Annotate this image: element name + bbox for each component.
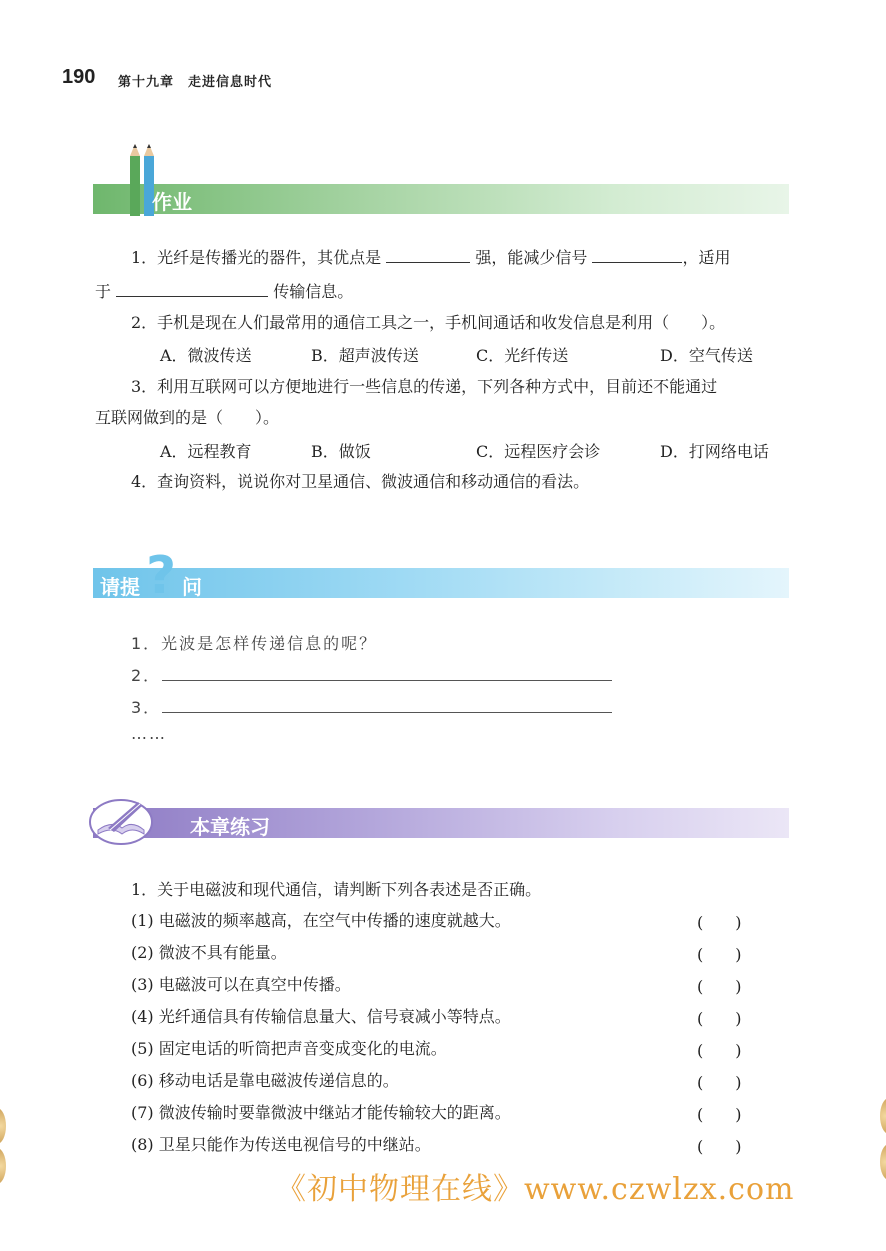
exercise-item: (8) 卫星只能作为传送电视信号的中继站。 bbox=[131, 1135, 431, 1154]
exercise-item: (5) 固定电话的听筒把声音变成变化的电流。 bbox=[131, 1039, 447, 1058]
answer-paren[interactable]: ( ) bbox=[697, 945, 742, 964]
exercise-item: (3) 电磁波可以在真空中传播。 bbox=[131, 975, 351, 994]
exercise-item: (1) 电磁波的频率越高，在空气中传播的速度就越大。 bbox=[131, 911, 511, 930]
hw-q1-blank-2[interactable] bbox=[592, 246, 682, 263]
hw-q1-blank-1[interactable] bbox=[386, 246, 470, 263]
page-edge-tab-left bbox=[0, 1148, 6, 1184]
question-mark-icon: ? bbox=[146, 546, 177, 606]
answer-paren[interactable]: ( ) bbox=[697, 913, 742, 932]
page-edge-tab-right bbox=[880, 1144, 886, 1180]
hw-q3-line1: 3．利用互联网可以方便地进行一些信息的传递，下列各种方式中，目前还不能通过 bbox=[131, 377, 718, 396]
ask-q2-blank[interactable] bbox=[162, 680, 612, 681]
exercise-item: (7) 微波传输时要靠微波中继站才能传输较大的距离。 bbox=[131, 1103, 511, 1122]
exercise-item: (6) 移动电话是靠电磁波传递信息的。 bbox=[131, 1071, 399, 1090]
hw-q4: 4．查询资料，说说你对卫星通信、微波通信和移动通信的看法。 bbox=[131, 472, 590, 491]
answer-paren[interactable]: ( ) bbox=[697, 1105, 742, 1124]
ask-title-part2: 问 bbox=[182, 575, 202, 599]
answer-paren[interactable]: ( ) bbox=[697, 1041, 742, 1060]
exercise-item: (2) 微波不具有能量。 bbox=[131, 943, 287, 962]
exercise-intro: 1．关于电磁波和现代通信，请判断下列各表述是否正确。 bbox=[131, 880, 542, 899]
hw-q1-text-e: 传输信息。 bbox=[273, 282, 354, 301]
hw-q1-line2 bbox=[95, 280, 353, 303]
hw-q1-text-a: 1．光纤是传播光的器件，其优点是 bbox=[131, 248, 382, 267]
ask-q3-blank[interactable] bbox=[162, 712, 612, 713]
page-edge-tab-right bbox=[880, 1098, 886, 1134]
exercise-title: 本章练习 bbox=[190, 815, 270, 839]
page-edge-tab-left bbox=[0, 1108, 6, 1144]
ask-q3-label: 3． bbox=[131, 698, 162, 717]
quill-book-icon bbox=[88, 794, 154, 846]
answer-paren[interactable]: ( ) bbox=[697, 1009, 742, 1028]
answer-paren[interactable]: ( ) bbox=[697, 1073, 742, 1092]
exercise-item: (4) 光纤通信具有传输信息量大、信号衰减小等特点。 bbox=[131, 1007, 511, 1026]
hw-q1-text-b: 强，能减少信号 bbox=[475, 248, 588, 267]
hw-q3-option-d[interactable]: D．打网络电话 bbox=[660, 442, 769, 461]
hw-q1-blank-3[interactable] bbox=[116, 280, 268, 297]
ask-title-part1: 请提 bbox=[100, 575, 140, 599]
chapter-title: 第十九章 走进信息时代 bbox=[118, 75, 273, 90]
hw-q1-line1 bbox=[131, 246, 731, 269]
hw-q2-option-b[interactable]: B．超声波传送 bbox=[311, 346, 419, 365]
page-number: 190 bbox=[62, 66, 96, 88]
hw-q3-option-b[interactable]: B．做饭 bbox=[311, 442, 371, 461]
homework-banner bbox=[93, 184, 789, 214]
hw-q2: 2．手机是现在人们最常用的通信工具之一，手机间通话和收发信息是利用（ ）。 bbox=[131, 313, 726, 332]
hw-q2-option-a[interactable]: A．微波传送 bbox=[160, 346, 252, 365]
ask-q2-label: 2． bbox=[131, 666, 162, 685]
hw-q3-option-a[interactable]: A．远程教育 bbox=[160, 442, 252, 461]
ask-q1: 1．光波是怎样传递信息的呢？ bbox=[131, 634, 378, 653]
answer-paren[interactable]: ( ) bbox=[697, 977, 742, 996]
answer-paren[interactable]: ( ) bbox=[697, 1137, 742, 1156]
hw-q2-option-d[interactable]: D．空气传送 bbox=[660, 346, 753, 365]
homework-title: 作业 bbox=[152, 190, 192, 214]
hw-q1-text-d: 于 bbox=[95, 282, 112, 301]
hw-q1-text-c: ，适用 bbox=[682, 248, 731, 267]
watermark-text: 《初中物理在线》www.czwlzx.com bbox=[276, 1172, 795, 1207]
hw-q3-line2: 互联网做到的是（ ）。 bbox=[95, 408, 280, 427]
hw-q3-option-c[interactable]: C．远程医疗会诊 bbox=[476, 442, 601, 461]
ask-ellipsis: …… bbox=[131, 724, 167, 743]
hw-q2-option-c[interactable]: C．光纤传送 bbox=[476, 346, 569, 365]
